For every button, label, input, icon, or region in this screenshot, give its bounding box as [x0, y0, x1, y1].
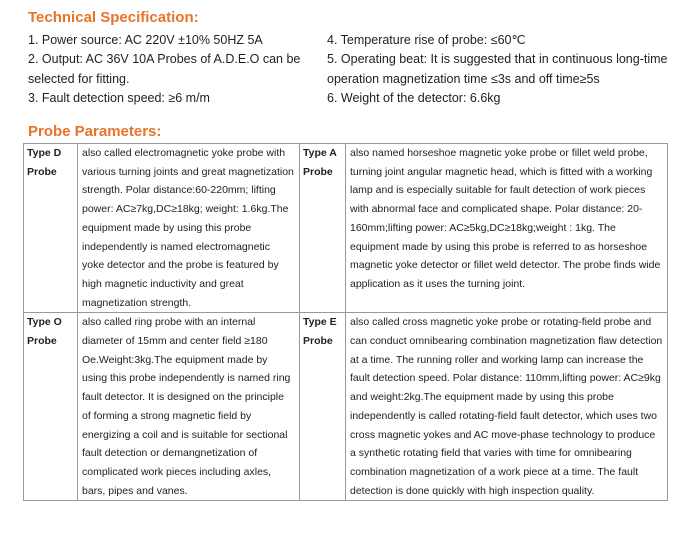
probe-type-d-label: Probe: [27, 165, 57, 178]
probe-type-cell: [300, 144, 346, 313]
spec-output: 2. Output: AC 36V 10A Probes of A.D.E.O can be selected for fitting.: [28, 52, 301, 86]
spec-temperature-rise: 4. Temperature rise of probe: ≤60℃: [327, 33, 526, 47]
probe-type-cell: [24, 144, 78, 313]
spec-power-source: 1. Power source: AC 220V ±10% 50HZ 5A: [28, 33, 263, 47]
probe-parameters-heading: Probe Parameters:: [28, 123, 162, 140]
probe-type-cell: [24, 313, 78, 501]
spec-fault-detection-speed: 3. Fault detection speed: ≥6 m/m: [28, 90, 210, 105]
probe-type-d-description: also called electromagnetic yoke probe with various turning joints and great magnetization strength. Polar distance:60-220mm; lifting power: AC≥7kg,DC≥18kg; weight: 1.6kg.The equipment made by using this probe independently is named electromagnetic yoke detector and the probe is featured by high magnetic inductivity and great magnetization strength.: [78, 144, 300, 313]
spec-list-left: [28, 31, 318, 108]
probe-type-a-name: Type A: [303, 147, 337, 159]
table-row: [24, 144, 668, 313]
probe-parameters-table: [23, 143, 668, 501]
probe-type-o-name: Type O: [27, 316, 62, 329]
table-row: [24, 313, 668, 501]
probe-type-d-name: Type D: [27, 147, 62, 159]
probe-type-o-description: also called ring probe with an internal diameter of 15mm and center field ≥180 Oe.Weight:3kg.The equipment made by using this probe independently is named ring fault detector. It is designed on the principle of forming a strong magnetic field by energizing a coil and is suitable for sectional fault detection or demangnetization of complicated work pieces including axles, bars, pipes and vanes.: [78, 313, 300, 501]
probe-type-e-name: Type E: [303, 316, 337, 329]
probe-type-a-description: also named horseshoe magnetic yoke probe or fillet weld probe, turning joint angular magnetic head, which is fitted with a working lamp and is especially suitable for fault detection of work pieces with abnormal face and complicated shape. Polar distance: 20-160mm;lifting power: AC≥5kg,DC≥18kg;weight : 1kg. The equipment made by using this probe is referred to as horseshoe magnetic yoke detector or fillet weld detector. The probe finds wide application as it uses the turning joint.: [346, 144, 668, 313]
probe-type-cell: [300, 313, 346, 501]
probe-type-e-description: also called cross magnetic yoke probe or rotating-field probe and can conduct omnibearing combination magnetization flaw detection at a time. The running roller and working lamp can increase the fault detection speed. Polar distance: 110mm,lifting power: AC≥9kg and weight:2kg.The equipment made by using this probe independently is called rotating-field fault detector, which uses two cross magnetic yokes and AC move-phase technology to produce a synthetic rotating field that varies with time for omnibearing combination magnetization of a work piece at a time. The fault detection is done quickly with high inspection quality.: [346, 313, 668, 501]
technical-specification-heading: Technical Specification:: [28, 9, 199, 26]
spec-operating-beat: 5. Operating beat: It is suggested that in continuous long-time operation magnetization time ≤3s and off time≥5s: [327, 52, 668, 86]
probe-type-e-label: Probe: [303, 335, 333, 348]
spec-list-right: [327, 31, 677, 108]
probe-type-a-label: Probe: [303, 165, 333, 178]
spec-detector-weight: 6. Weight of the detector: 6.6kg: [327, 90, 501, 105]
probe-type-o-label: Probe: [27, 335, 57, 348]
